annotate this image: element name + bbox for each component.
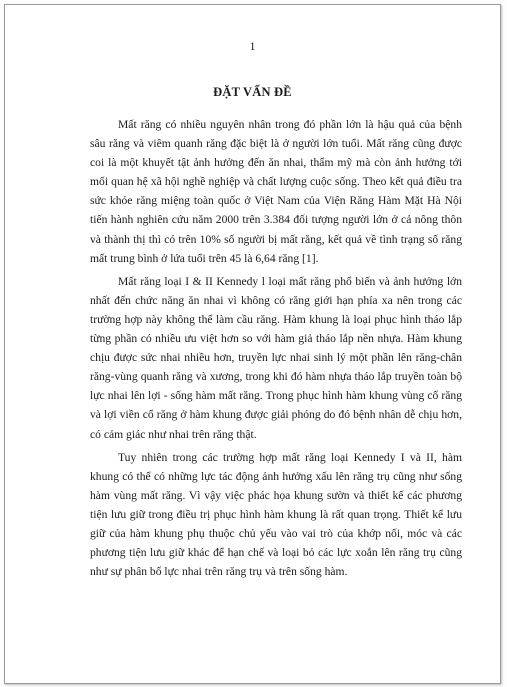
document-page: [4, 4, 501, 684]
document-body: [90, 115, 462, 585]
paragraph-1: Mất răng có nhiều nguyên nhân trong đó phần lớn là hậu quả của bệnh sâu răng và viêm quanh răng đặc biệt là ở người lớn tuổi. Mất răng cũng được coi là một khuyết tật ảnh hưởng đến ăn nhai, thẩm mỹ mà còn ảnh hưởng tới mối quan hệ xã hội nghề nghiệp và chất lượng cuộc sống. Theo kết quả điều tra sức khỏe răng miệng toàn quốc ở Việt Nam của Viện Răng Hàm Mặt Hà Nội tiến hành nghiên cứu năm 2000 trên 3.384 đối tượng người lớn ở cả nông thôn và thành thị thì có trên 10% số người bị mất răng, kết quả về tình trạng số răng mất trung bình ở lứa tuổi trên 45 là 6,64 răng [1].: [90, 118, 462, 265]
paragraph-3: Tuy nhiên trong các trường hợp mất răng loại Kennedy I và II, hàm khung có thể có những lực tác động ảnh hưởng xấu lên răng trụ cũng như sống hàm vùng mất răng. Vì vậy việc phác họa khung sườn và thiết kế các phương tiện lưu giữ trong điều trị phục hình hàm khung là rất quan trọng. Thiết kế lưu giữ của hàm khung phụ thuộc chủ yếu vào vai trò của khớp nối, móc và các phương tiện lưu giữ khác để hạn chế và loại bỏ các lực xoắn lên răng trụ cũng như sự phân bố lực nhai trên răng trụ và trên sống hàm.: [90, 450, 462, 579]
page-number: 1: [249, 39, 256, 53]
document-title: ĐẶT VẤN ĐỀ: [213, 85, 292, 99]
paragraph-2: Mất răng loại I & II Kennedy l loại mất răng phổ biến và ảnh hưởng lớn nhất đến chức năng ăn nhai vì không có răng giới hạn phía xa nên trong các trường hợp này không thể làm cầu răng. Hàm khung là loại phục hình tháo lắp từng phần có nhiều ưu việt hơn so với hàm giả tháo lắp nền nhựa. Hàm khung chịu được sức nhai nhiều hơn, truyền lực nhai sinh lý một phần lên răng-chân răng-vùng quanh răng và xương, trong khi đó hàm nhựa tháo lắp truyền toàn bộ lực nhai lên lợi - sống hàm mất răng. Trong phục hình hàm khung vùng cổ răng và lợi viền cổ răng ở hàm khung được giải phóng do đó bệnh nhân dễ chịu hơn, có cảm giác như nhai trên răng thật.: [90, 274, 462, 441]
